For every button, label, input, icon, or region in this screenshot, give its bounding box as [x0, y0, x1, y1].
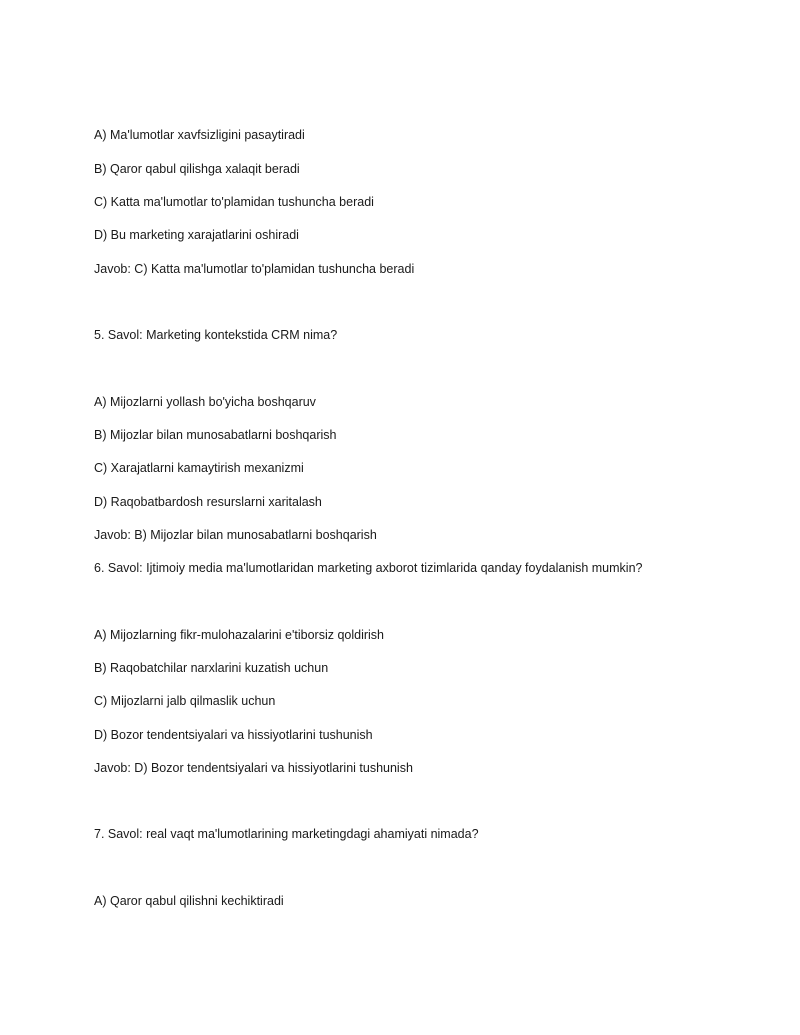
- answer-option: D) Bu marketing xarajatlarini oshiradi: [94, 228, 299, 242]
- answer-key: Javob: D) Bozor tendentsiyalari va hissiyotlarini tushunish: [94, 761, 413, 775]
- answer-option: C) Xarajatlarni kamaytirish mexanizmi: [94, 461, 304, 475]
- answer-option: A) Mijozlarni yollash bo'yicha boshqaruv: [94, 395, 316, 409]
- question-text: 7. Savol: real vaqt ma'lumotlarining marketingdagi ahamiyati nimada?: [94, 827, 479, 841]
- answer-key: Javob: B) Mijozlar bilan munosabatlarni boshqarish: [94, 528, 377, 542]
- answer-key: Javob: C) Katta ma'lumotlar to'plamidan tushuncha beradi: [94, 262, 415, 276]
- answer-option: C) Mijozlarni jalb qilmaslik uchun: [94, 694, 276, 708]
- question-text: 5. Savol: Marketing kontekstida CRM nima?: [94, 328, 338, 342]
- answer-option: A) Mijozlarning fikr-mulohazalarini e'tiborsiz qoldirish: [94, 628, 384, 642]
- answer-option: B) Raqobatchilar narxlarini kuzatish uchun: [94, 661, 329, 675]
- answer-option: A) Ma'lumotlar xavfsizligini pasaytiradi: [94, 128, 305, 142]
- answer-option: D) Raqobatbardosh resurslarni xaritalash: [94, 495, 322, 509]
- question-text: 6. Savol: Ijtimoiy media ma'lumotlaridan marketing axborot tizimlarida qanday foydalanish mumkin?: [94, 561, 643, 575]
- answer-option: A) Qaror qabul qilishni kechiktiradi: [94, 894, 284, 908]
- answer-option: D) Bozor tendentsiyalari va hissiyotlarini tushunish: [94, 728, 373, 742]
- answer-option: B) Mijozlar bilan munosabatlarni boshqarish: [94, 428, 337, 442]
- answer-option: B) Qaror qabul qilishga xalaqit beradi: [94, 162, 300, 176]
- answer-option: C) Katta ma'lumotlar to'plamidan tushuncha beradi: [94, 195, 374, 209]
